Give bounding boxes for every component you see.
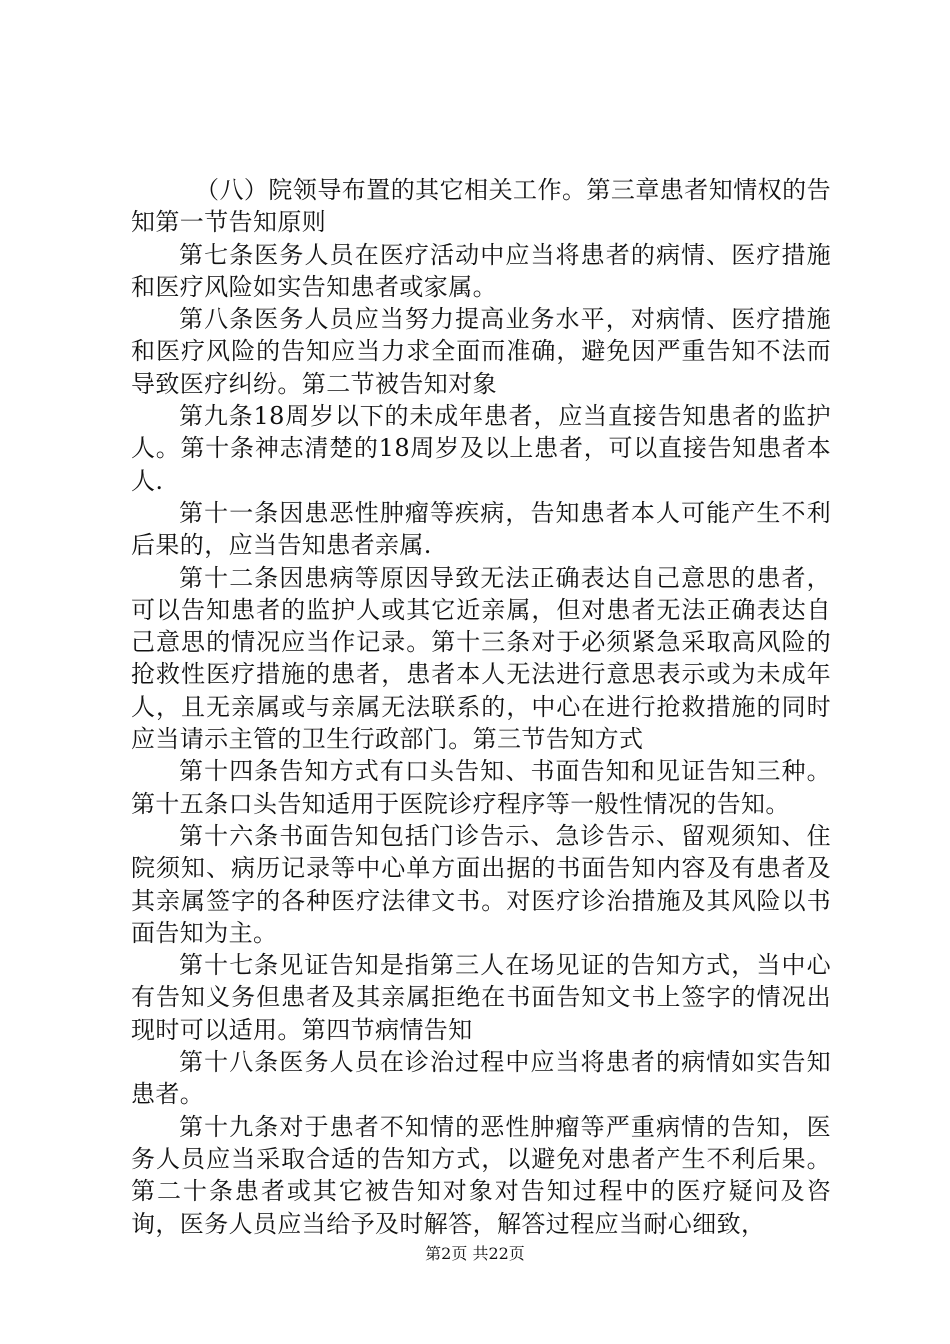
document-body xyxy=(131,174,831,1240)
page-number-label: 第2页 共22页 xyxy=(425,1244,525,1263)
paragraph: 第十四条告知方式有口头告知、书面告知和见证告知三种。第十五条口头告知适用于医院诊疗程序等一般性情况的告知。 xyxy=(131,757,831,818)
paragraph: 第十二条因患病等原因导致无法正确表达自己意思的患者，可以告知患者的监护人或其它近亲属，但对患者无法正确表达自己意思的情况应当作记录。第十三条对于必须紧急采取高风险的抢救性医疗措施的患者，患者本人无法进行意思表示或为未成年人，且无亲属或与亲属无法联系的，中心在进行抢救措施的同时应当请示主管的卫生行政部门。第三节告知方式 xyxy=(131,563,831,754)
paragraph: 第十一条因患恶性肿瘤等疾病，告知患者本人可能产生不利后果的，应当告知患者亲属. xyxy=(131,498,831,560)
paragraph: 第十七条见证告知是指第三人在场见证的告知方式，当中心有告知义务但患者及其亲属拒绝在书面告知文书上签字的情况出现时可以适用。第四节病情告知 xyxy=(131,951,831,1044)
paragraph: 第十六条书面告知包括门诊告示、急诊告示、留观须知、住院须知、病历记录等中心单方面出据的书面告知内容及有患者及其亲属签字的各种医疗法律文书。对医疗诊治措施及其风险以书面告知为主。 xyxy=(131,821,831,947)
paragraph: 第十八条医务人员在诊治过程中应当将患者的病情如实告知患者。 xyxy=(131,1048,831,1109)
paragraph: 第八条医务人员应当努力提高业务水平，对病情、医疗措施和医疗风险的告知应当力求全面而准确，避免因严重告知不法而导致医疗纠纷。第二节被告知对象 xyxy=(131,305,831,398)
paragraph: 第七条医务人员在医疗活动中应当将患者的病情、医疗措施和医疗风险如实告知患者或家属。 xyxy=(131,240,831,301)
paragraph: 第九条18周岁以下的未成年患者，应当直接告知患者的监护人。第十条神志清楚的18周岁及以上患者，可以直接告知患者本人. xyxy=(131,402,831,495)
paragraph: （八）院领导布置的其它相关工作。第三章患者知情权的告知第一节告知原则 xyxy=(131,176,831,237)
paragraph: 第十九条对于患者不知情的恶性肿瘤等严重病情的告知，医务人员应当采取合适的告知方式，以避免对患者产生不利后果。第二十条患者或其它被告知对象对告知过程中的医疗疑问及咨询，医务人员应当给予及时解答，解答过程应当耐心细致， xyxy=(131,1112,831,1238)
page-footer xyxy=(0,1244,950,1264)
